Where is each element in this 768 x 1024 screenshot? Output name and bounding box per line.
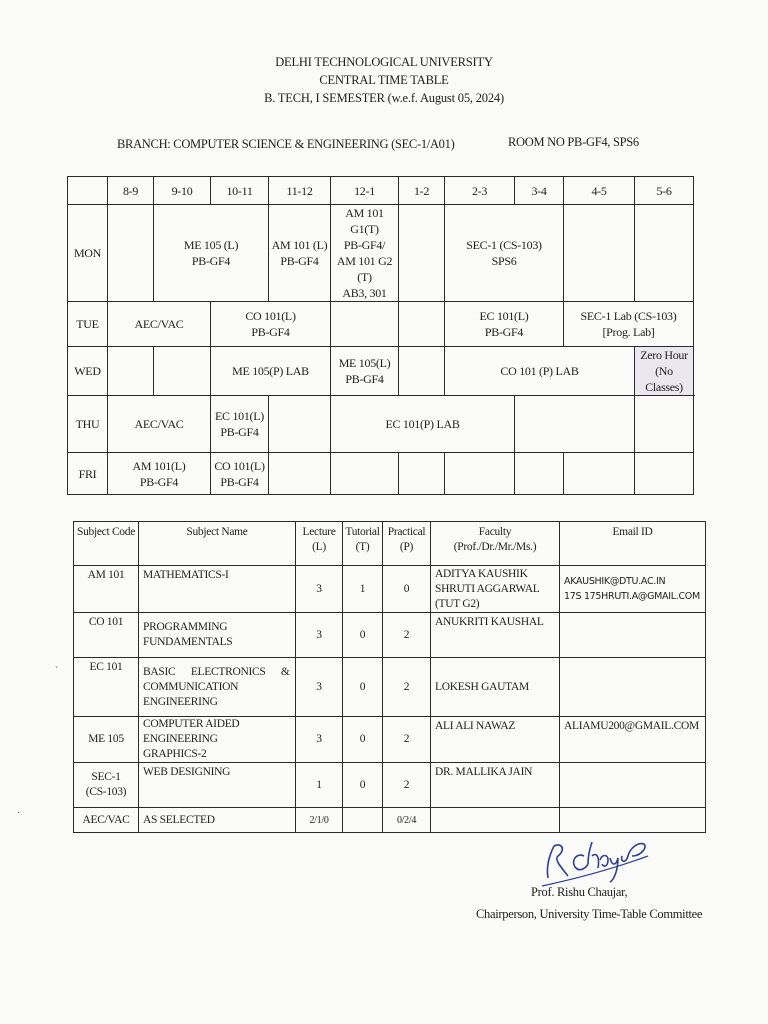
lecture-value: 3 xyxy=(296,613,343,658)
slot-header: 3-4 xyxy=(515,177,564,205)
class-text: SEC-1 (CS-103) xyxy=(466,238,542,252)
semester-line: B. TECH, I SEMESTER (w.e.f. August 05, 2024) xyxy=(264,91,504,105)
lecture-value: 3 xyxy=(296,717,343,763)
empty-cell xyxy=(635,453,694,495)
class-text: SEC-1 Lab (CS-103) xyxy=(580,309,677,323)
faculty-name: ALI ALI NAWAZ xyxy=(431,717,560,763)
slot-header: 5-6 xyxy=(635,177,694,205)
subject-name xyxy=(139,613,296,658)
col-header-lecture xyxy=(296,522,343,566)
class-cell xyxy=(154,205,269,302)
subject-name-line: COMMUNICATION ENGINEERING xyxy=(143,680,239,708)
subject-code-line: SEC-1 xyxy=(91,771,121,783)
class-cell: CO 101 (P) LAB xyxy=(445,347,635,396)
class-cell: AEC/VAC xyxy=(108,396,211,453)
practical-value: 2 xyxy=(383,613,431,658)
subject-name: MATHEMATICS-I xyxy=(139,566,296,613)
slot-header: 4-5 xyxy=(564,177,635,205)
class-cell xyxy=(445,302,564,347)
subject-code: AM 101 xyxy=(74,566,139,613)
empty-cell xyxy=(399,302,445,347)
tutorial-value: 0 xyxy=(343,717,383,763)
lecture-value: 3 xyxy=(296,566,343,613)
empty-cell xyxy=(154,347,211,396)
subject-row xyxy=(74,613,706,658)
class-text: AM 101 G2 (T) xyxy=(336,254,393,284)
empty-cell xyxy=(269,396,331,453)
university-name: DELHI TECHNOLOGICAL UNIVERSITY xyxy=(275,55,493,69)
col-header-tutorial xyxy=(343,522,383,566)
header-text: Lecture xyxy=(302,526,336,538)
subject-name: WEB DESIGNING xyxy=(139,763,296,808)
branch-label: BRANCH: COMPUTER SCIENCE & ENGINEERING (SEC-1/A01) xyxy=(117,137,455,151)
tutorial-value: 1 xyxy=(343,566,383,613)
subject-code: AEC/VAC xyxy=(74,808,139,833)
subject-code: CO 101 xyxy=(74,613,139,658)
room-text: PB-GF4 xyxy=(220,474,259,489)
practical-value: 2 xyxy=(383,717,431,763)
subject-name: AS SELECTED xyxy=(139,808,296,833)
header-text: (P) xyxy=(399,541,414,553)
class-cell xyxy=(331,205,399,302)
header-text: (L) xyxy=(312,541,326,553)
subject-table xyxy=(73,521,706,833)
email-cell xyxy=(560,613,706,658)
class-cell xyxy=(108,453,211,495)
subject-name-line: COMPUTER AIDED ENGINEERING xyxy=(143,718,240,745)
timetable-row-fri xyxy=(68,453,694,495)
class-text: AM 101 G1(T) xyxy=(345,206,384,236)
slot-header: 12-1 xyxy=(331,177,399,205)
room-text: SPS6 xyxy=(491,254,517,268)
slot-header: 9-10 xyxy=(154,177,211,205)
subject-name-line: GRAPHICS-2 xyxy=(143,748,207,760)
tutorial-value: 0 xyxy=(343,763,383,808)
class-text: CO 101(L) xyxy=(245,309,296,323)
practical-value: 2 xyxy=(383,763,431,808)
subject-row xyxy=(74,717,706,763)
empty-cell xyxy=(331,302,399,347)
subject-row xyxy=(74,763,706,808)
zero-hour-cell: Zero Hour (No Classes) xyxy=(635,347,694,396)
lecture-value: 3 xyxy=(296,658,343,717)
col-header-email: Email ID xyxy=(560,522,706,566)
class-cell xyxy=(445,205,564,302)
subject-name xyxy=(139,717,296,763)
practical-value: 2 xyxy=(383,658,431,717)
empty-cell xyxy=(399,205,445,302)
email-cell xyxy=(560,566,706,613)
header-text: Faculty xyxy=(478,526,512,538)
practical-value: 0 xyxy=(383,566,431,613)
tutorial-value: 0 xyxy=(343,658,383,717)
header-text: Practical xyxy=(387,526,426,538)
room-text: PB-GF4 xyxy=(191,254,231,268)
room-text: [Prog. Lab] xyxy=(602,325,655,339)
subject-code: ME 105 xyxy=(74,717,139,763)
header-text: (Prof./Dr./Mr./Ms.) xyxy=(453,541,537,553)
day-label: WED xyxy=(68,347,108,396)
room-text: PB-GF4 xyxy=(484,325,524,339)
room-text: PB-GF4 xyxy=(139,474,179,489)
empty-cell xyxy=(564,205,635,302)
room-text: AB3, 301 xyxy=(342,286,387,300)
header-text: (T) xyxy=(355,541,370,553)
signatory-role: Chairperson, University Time-Table Committee xyxy=(476,907,703,921)
class-cell: EC 101(P) LAB xyxy=(331,396,515,453)
slot-header: 10-11 xyxy=(211,177,269,205)
col-header-code: Subject Code xyxy=(74,522,139,566)
document-title: CENTRAL TIME TABLE xyxy=(319,73,449,87)
empty-cell xyxy=(399,347,445,396)
empty-cell xyxy=(515,453,564,495)
empty-cell xyxy=(635,396,694,453)
slot-header: 2-3 xyxy=(445,177,515,205)
empty-cell xyxy=(515,396,635,453)
timetable-row-wed xyxy=(68,347,694,396)
empty-cell xyxy=(635,205,694,302)
subject-code-line: (CS-103) xyxy=(85,786,127,798)
subject-name xyxy=(139,658,296,717)
faculty-name: ANUKRITI KAUSHAL xyxy=(431,613,560,658)
class-cell xyxy=(269,205,331,302)
scan-mark: ` xyxy=(55,666,59,677)
tutorial-value xyxy=(343,808,383,833)
class-text: EC 101(L) xyxy=(479,309,529,323)
email-text: 17S 175HRUTI.A@GMAIL.COM xyxy=(564,591,700,602)
room-text: PB-GF4 xyxy=(220,425,259,439)
faculty-name: DR. MALLIKA JAIN xyxy=(431,763,560,808)
class-text: CO 101(L) xyxy=(214,458,265,473)
timetable-row-mon xyxy=(68,205,694,302)
empty-cell xyxy=(331,453,399,495)
subject-row xyxy=(74,566,706,613)
class-text: AM 101 (L) xyxy=(271,238,328,252)
header-text: Tutorial xyxy=(345,526,380,538)
empty-cell xyxy=(564,453,635,495)
room-text: PB-GF4 xyxy=(280,254,319,268)
day-label: THU xyxy=(68,396,108,453)
col-header-faculty xyxy=(431,522,560,566)
subject-name-line: PROGRAMMING xyxy=(143,621,228,633)
subject-name-line: FUNDAMENTALS xyxy=(143,636,233,648)
subject-row xyxy=(74,658,706,717)
col-header-name: Subject Name xyxy=(139,522,296,566)
class-text: EC 101(L) xyxy=(215,409,264,423)
tutorial-value: 0 xyxy=(343,613,383,658)
subject-name-line: BASIC ELECTRONICS & xyxy=(143,665,290,678)
timetable-row-thu xyxy=(68,396,694,453)
class-cell: ME 105(P) LAB xyxy=(211,347,331,396)
class-cell xyxy=(331,347,399,396)
class-cell xyxy=(211,302,331,347)
email-cell xyxy=(560,763,706,808)
subject-code: EC 101 xyxy=(74,658,139,717)
email-cell xyxy=(560,658,706,717)
email-cell: ALIAMU200@GMAIL.COM xyxy=(560,717,706,763)
slot-header: 11-12 xyxy=(269,177,331,205)
empty-cell xyxy=(108,347,154,396)
empty-cell xyxy=(445,453,515,495)
empty-cell xyxy=(399,453,445,495)
class-text: PB-GF4/ xyxy=(343,238,386,252)
class-cell xyxy=(211,396,269,453)
day-label: MON xyxy=(68,205,108,302)
class-cell: AEC/VAC xyxy=(108,302,211,347)
scan-mark: · xyxy=(17,808,21,819)
day-label: FRI xyxy=(68,453,108,495)
timetable-row-tue xyxy=(68,302,694,347)
handwritten-signature xyxy=(540,826,650,890)
lecture-value: 1 xyxy=(296,763,343,808)
class-text: ME 105(L) xyxy=(338,356,391,370)
faculty-name: LOKESH GAUTAM xyxy=(431,658,560,717)
subject-header-row xyxy=(74,522,706,566)
faculty-cell xyxy=(431,566,560,613)
corner-cell xyxy=(68,177,108,205)
room-text: PB-GF4 xyxy=(251,325,290,339)
class-cell xyxy=(564,302,694,347)
timetable xyxy=(67,176,694,495)
class-text: AM 101(L) xyxy=(132,458,186,473)
class-cell xyxy=(211,453,269,495)
empty-cell xyxy=(269,453,331,495)
slot-header: 8-9 xyxy=(108,177,154,205)
room-label: ROOM NO PB-GF4, SPS6 xyxy=(508,135,639,149)
class-text: ME 105 (L) xyxy=(183,238,239,252)
signatory-name: Prof. Rishu Chaujar, xyxy=(531,885,628,899)
col-header-practical xyxy=(383,522,431,566)
faculty-name: ADITYA KAUSHIK xyxy=(435,567,528,580)
faculty-name: SHRUTI AGGARWAL (TUT G2) xyxy=(435,582,540,610)
slot-header: 1-2 xyxy=(399,177,445,205)
room-text: PB-GF4 xyxy=(345,372,384,386)
day-label: TUE xyxy=(68,302,108,347)
email-text: AKAUSHIK@DTU.AC.IN xyxy=(564,576,666,587)
timetable-header-row xyxy=(68,177,694,205)
document-header xyxy=(0,53,768,107)
empty-cell xyxy=(108,205,154,302)
subject-code xyxy=(74,763,139,808)
practical-value: 0/2/4 xyxy=(383,808,431,833)
lecture-value: 2/1/0 xyxy=(296,808,343,833)
